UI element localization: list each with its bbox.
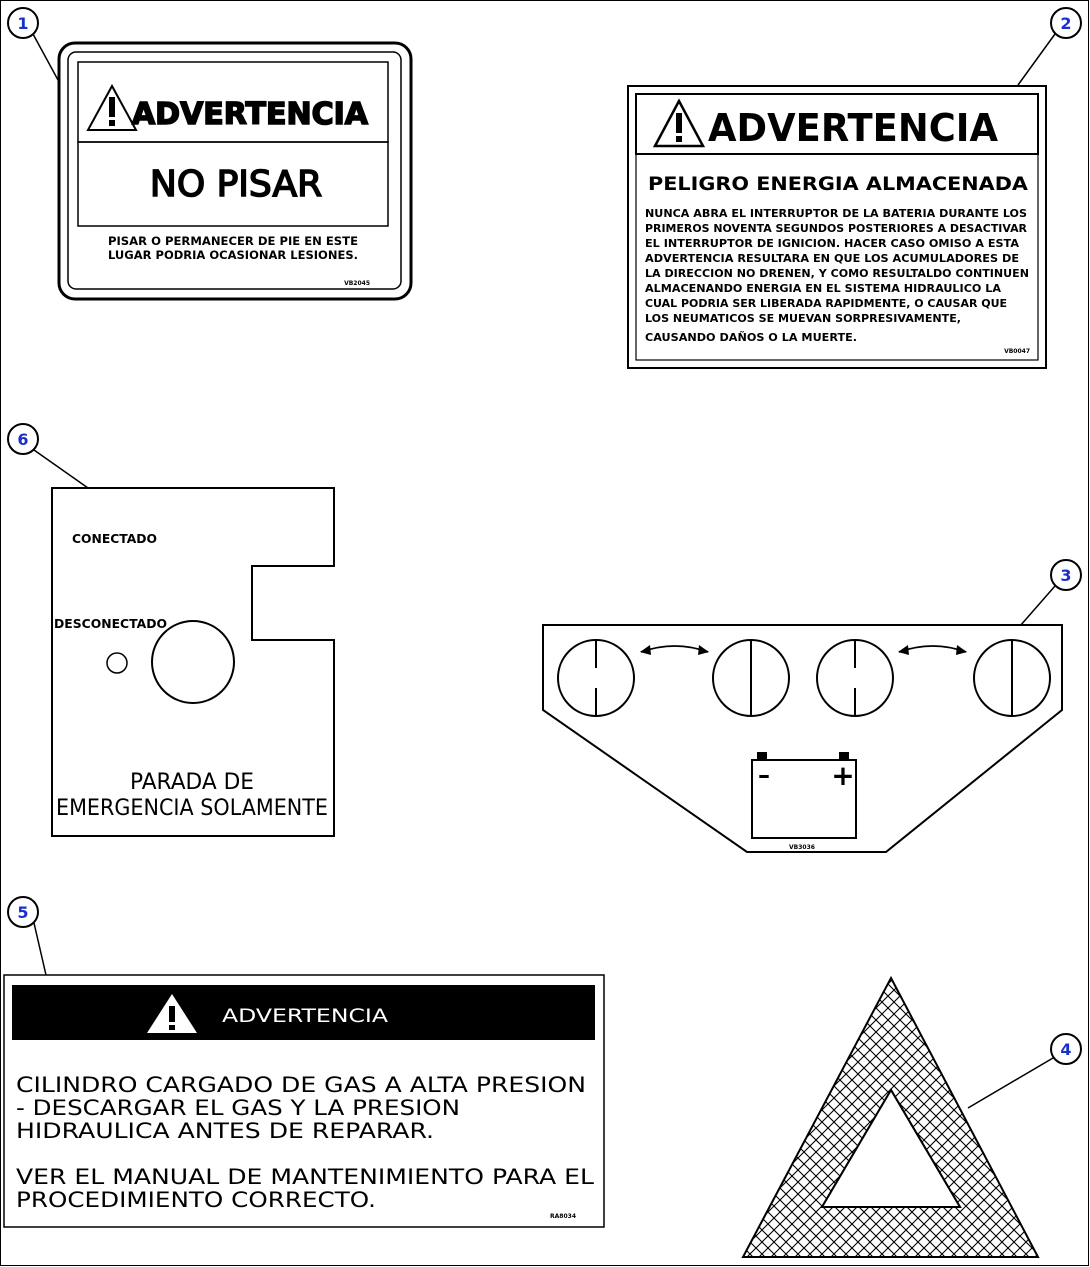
switch-position-icon <box>817 640 893 716</box>
decal2-line: LA DIRECCION NO DRENEN, Y COMO RESULTALDO CONTINUEN <box>645 267 1029 280</box>
decal2-line: CUAL PODRIA SER LIBERADA RAPIDMENTE, O CAUSAR QUE <box>645 297 1007 310</box>
callout-6-number: 6 <box>17 430 29 449</box>
decal6-footer-line1: PARADA DE <box>130 770 254 795</box>
callout-4 <box>968 1034 1081 1108</box>
decal-cilindro-gas <box>4 975 604 1227</box>
decal2-line: LOS NEUMATICOS SE MUEVAN SORPRESIVAMENTE, <box>645 312 961 325</box>
reflective-triangle <box>743 978 1038 1257</box>
decal5-line: VER EL MANUAL DE MANTENIMIENTO PARA EL <box>16 1165 595 1189</box>
decal1-body-line1: PISAR O PERMANECER DE PIE EN ESTE <box>108 234 359 248</box>
decal5-banner-text: ADVERTENCIA <box>222 1005 388 1027</box>
decal-peligro-energia <box>628 86 1046 368</box>
decal2-line: CAUSANDO DAÑOS O LA MUERTE. <box>645 331 857 344</box>
decal2-line: ADVERTENCIA RESULTARA EN QUE LOS ACUMULADORES DE <box>645 252 1019 265</box>
decal1-heading: ADVERTENCIA <box>131 97 369 132</box>
decal5-line: CILINDRO CARGADO DE GAS A ALTA PRESION <box>16 1073 586 1097</box>
decal-no-pisar <box>59 43 411 299</box>
decal2-line: EL INTERRUPTOR DE IGNICION. HACER CASO OMISO A ESTA <box>645 237 1020 250</box>
decal6-footer-line2: EMERGENCIA SOLAMENTE <box>56 796 328 821</box>
decal1-body-line2: LUGAR PODRIA OCASIONAR LESIONES. <box>108 248 358 262</box>
decal2-code: VB0047 <box>1004 348 1030 355</box>
switch-position-icon <box>713 640 789 716</box>
battery-minus-label: – <box>758 761 770 789</box>
decal2-line: ALMACENANDO ENERGIA EN EL SISTEMA HIDRAULICO LA <box>645 282 1002 295</box>
callout-5-number: 5 <box>17 903 29 922</box>
decal2-line: PRIMEROS NOVENTA SEGUNDOS POSTERIORES A DESACTIVAR <box>645 222 1028 235</box>
indicator-circle <box>107 653 127 673</box>
decal3-code: VB3036 <box>789 844 815 851</box>
callout-3 <box>1020 560 1081 626</box>
decal-battery-switch <box>543 625 1062 852</box>
decal2-heading: ADVERTENCIA <box>708 106 999 150</box>
decal2-subheading: PELIGRO ENERGIA ALMACENADA <box>648 173 1029 195</box>
switch-position-icon <box>558 640 634 716</box>
decal-parada-emergencia <box>52 488 334 836</box>
decal5-line: HIDRAULICA ANTES DE REPARAR. <box>16 1119 434 1143</box>
decal5-code: RA8034 <box>550 1213 576 1220</box>
decal2-line: NUNCA ABRA EL INTERRUPTOR DE LA BATERIA DURANTE LOS <box>645 207 1028 220</box>
callout-6 <box>8 424 88 488</box>
battery-icon <box>752 752 856 838</box>
callout-4-number: 4 <box>1060 1040 1072 1059</box>
decal6-off-label: DESCONECTADO <box>54 617 167 631</box>
stop-button-outline <box>152 621 234 703</box>
switch-position-icon <box>974 640 1050 716</box>
callout-2 <box>1018 8 1081 85</box>
decal6-on-label: CONECTADO <box>72 532 157 546</box>
callout-3-number: 3 <box>1060 566 1072 585</box>
decal5-line: - DESCARGAR EL GAS Y LA PRESION <box>16 1096 460 1120</box>
decal1-main: NO PISAR <box>149 164 323 205</box>
decal1-code: VB2045 <box>344 280 370 287</box>
callout-1-number: 1 <box>17 14 29 33</box>
callout-5 <box>8 897 46 975</box>
callout-1 <box>8 8 58 80</box>
callout-2-number: 2 <box>1060 14 1072 33</box>
decal5-line: PROCEDIMIENTO CORRECTO. <box>16 1188 376 1212</box>
battery-plus-label: + <box>831 759 855 792</box>
